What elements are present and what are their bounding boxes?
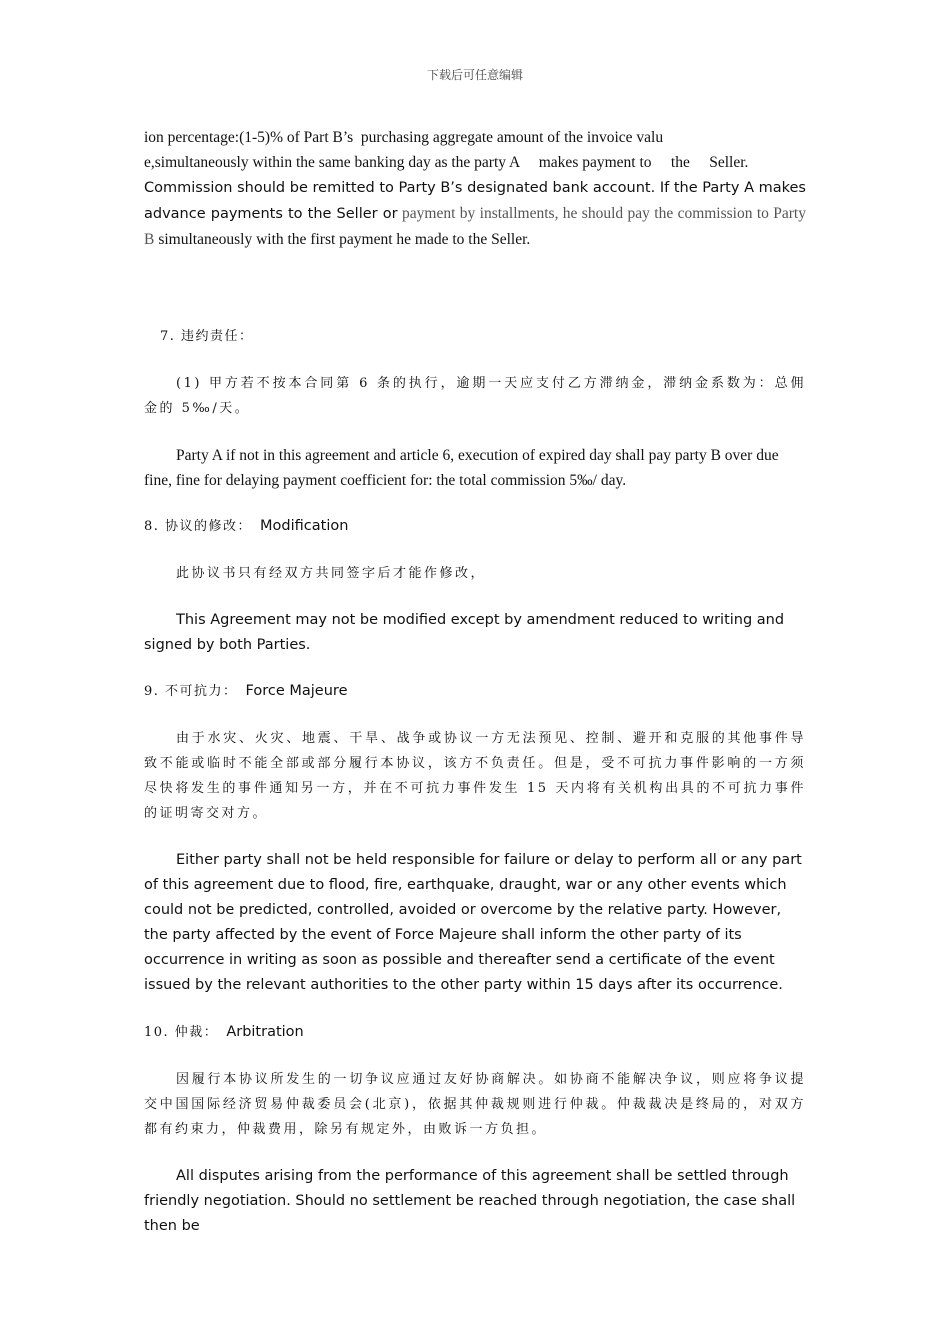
section-heading-en: Arbitration <box>226 1024 304 1040</box>
section-7 <box>144 324 806 493</box>
section-heading-cn: 7. 违约责任： <box>160 329 254 344</box>
page-header: 下载后可任意编辑 <box>426 68 523 82</box>
paragraph-en: All disputes arising from the performance of this agreement shall be settled through friendly negotiation. Should no settlement be reached through negotiation, the case shall then be <box>144 1168 796 1234</box>
paragraph-cn: (1) 甲方若不按本合同第 6 条的执行，逾期一天应支付乙方滞纳金，滞纳金系数为：总佣金的 5‰/天。 <box>144 376 806 416</box>
document-body <box>144 125 806 1239</box>
section-6-continuation <box>144 125 806 252</box>
paragraph-en: Either party shall not be held responsible for failure or delay to perform all or any part of this agreement due to flood, fire, earthquake, draught, war or any other events which could not be predicted, controlled, avoided or overcome by the relative party. However, the party affected by the event of Force Majeure shall inform the other party of its occurrence in writing as soon as possible and thereafter send a certificate of the event issued by the relevant authorities to the other party within 15 days after its occurrence. <box>144 852 802 993</box>
paragraph-line: e,simultaneously within the same banking day as the party A makes payment to the Seller. <box>144 154 749 171</box>
section-heading <box>144 514 806 539</box>
paragraph-cn: 由于水灾、火灾、地震、干旱、战争或协议一方无法预见、控制、避开和克服的其他事件导致不能或临时不能全部或部分履行本协议，该方不负责任。但是，受不可抗力事件影响的一方须尽快将发生的事件通知另一方，并在不可抗力事件发生 15 天内将有关机构出具的不可抗力事件的证明寄交对方。 <box>144 731 806 821</box>
section-heading <box>144 1020 806 1045</box>
section-heading-en: Force Majeure <box>245 683 348 699</box>
section-9 <box>144 679 806 998</box>
commission-text: Commission should be remitted to Party B’s designated bank account. If the Party A makes advance payments to the Seller or <box>144 180 806 222</box>
section-10 <box>144 1020 806 1239</box>
paragraph-cn: 因履行本协议所发生的一切争议应通过友好协商解决。如协商不能解决争议，则应将争议提交中国国际经济贸易仲裁委员会(北京)，依据其仲裁规则进行仲裁。仲裁裁决是终局的，对双方都有约束力，仲裁费用，除另有规定外，由败诉一方负担。 <box>144 1072 806 1137</box>
section-heading <box>144 324 806 349</box>
section-heading-cn: 10. 仲裁： <box>144 1025 219 1040</box>
section-heading-cn: 8. 协议的修改： <box>144 519 253 534</box>
paragraph-cn: 此协议书只有经双方共同签字后才能作修改， <box>176 566 487 581</box>
section-heading-cn: 9. 不可抗力： <box>144 684 238 699</box>
paragraph-en: This Agreement may not be modified except by amendment reduced to writing and signed by both Parties. <box>144 612 785 653</box>
paragraph-en: Party A if not in this agreement and article 6, execution of expired day shall pay party B over due fine, fine for delaying payment coefficient for: the total commission 5‰/ day. <box>144 447 779 489</box>
paragraph-line: ion percentage:(1-5)% of Part B’s purchasing aggregate amount of the invoice valu <box>144 129 664 146</box>
section-heading-en: Modification <box>260 518 349 534</box>
section-8 <box>144 514 806 658</box>
commission-paragraph <box>144 175 806 252</box>
section-heading <box>144 679 806 704</box>
commission-text-gray: payment by installments, he should pay the commission to Party B <box>144 205 806 248</box>
commission-text-end: simultaneously with the first payment he made to the Seller. <box>158 231 531 248</box>
